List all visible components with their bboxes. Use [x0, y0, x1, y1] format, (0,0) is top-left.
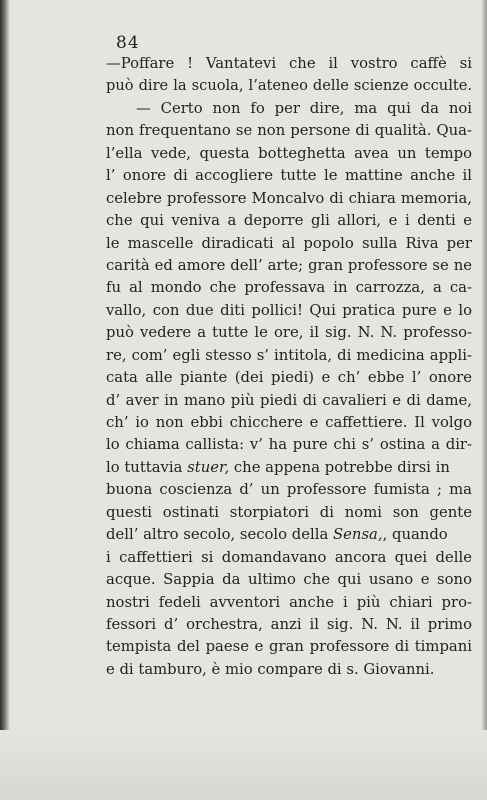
text-line: acque. Sappia da ultimo che qui usano e sono: [106, 571, 472, 589]
text-line: buona coscienza d’ un professore fumista ; ma: [106, 481, 472, 499]
page-edge: [481, 0, 487, 800]
text-line: non frequentano se non persone di qualità. Qua-: [106, 122, 472, 140]
text-line: tempista del paese e gran professore di timpani: [106, 638, 472, 656]
text-segment: dell’ altro secolo, secolo della: [106, 526, 329, 544]
text-segment: che appena potrebbe dirsi in: [233, 458, 450, 476]
text-line: le mascelle diradicati al popolo sulla Riva per: [106, 234, 472, 252]
text-line: può dire la scuola, l’ateneo delle scienze occulte.: [106, 77, 472, 95]
text-line: —Poffare ! Vantatevi che il vostro caffè si: [106, 55, 472, 72]
text-line: l’ onore di accogliere tutte le mattine anche il: [106, 167, 472, 185]
page-number: 84: [116, 33, 140, 53]
text-line: — Certo non fo per dire, ma qui da noi: [136, 99, 472, 117]
body-text: [106, 53, 472, 681]
text-line: vallo, con due diti pollici! Qui pratica pure e lo: [106, 301, 472, 319]
text-line: [106, 457, 472, 479]
text-line: fu al mondo che professava in carrozza, a ca-: [106, 279, 472, 297]
text-segment: , quando: [382, 526, 448, 544]
spine-shadow: [0, 0, 10, 800]
text-line: fessori d’ orchestra, anzi il sig. N. N. il primo: [106, 615, 472, 633]
text-line: l’ella vede, questa botteghetta avea un tempo: [106, 144, 472, 162]
text-line: carità ed amore dell’ arte; gran professore se ne: [106, 256, 472, 274]
text-line: e di tamburo, è mio compare di s. Giovanni.: [106, 660, 435, 678]
text-line: può vedere a tutte le ore, il sig. N. N. professo-: [106, 324, 472, 342]
text-line: questi ostinati storpiatori di nomi son gente: [106, 503, 472, 521]
text-line: celebre professore Moncalvo di chiara memoria,: [106, 189, 472, 207]
text-line: cata alle piante (dei piedi) e ch’ ebbe l’ onore: [106, 369, 472, 387]
text-line: i caffettieri si domandavano ancora quei delle: [106, 548, 472, 566]
text-line: ch’ io non ebbi chicchere e caffettiere. Il volgo: [106, 414, 472, 431]
italic-word: stuer,: [187, 458, 230, 476]
text-line: lo chiama callista: v’ ha pure chi s’ ostina a dir-: [106, 436, 472, 454]
text-line: re, com’ egli stesso s’ intitola, di medicina appli-: [106, 346, 472, 364]
text-line: d’ aver in mano più piedi di cavalieri e di dame,: [106, 391, 472, 409]
italic-word: Sensa,: [333, 526, 383, 544]
text-line: nostri fedeli avventori anche i più chiari pro-: [106, 593, 472, 611]
page-bottom-margin: [0, 730, 487, 800]
text-line: che qui veniva a deporre gli allori, e i denti e: [106, 212, 472, 230]
text-line: [106, 524, 472, 546]
text-segment: lo tuttavia: [106, 458, 183, 476]
